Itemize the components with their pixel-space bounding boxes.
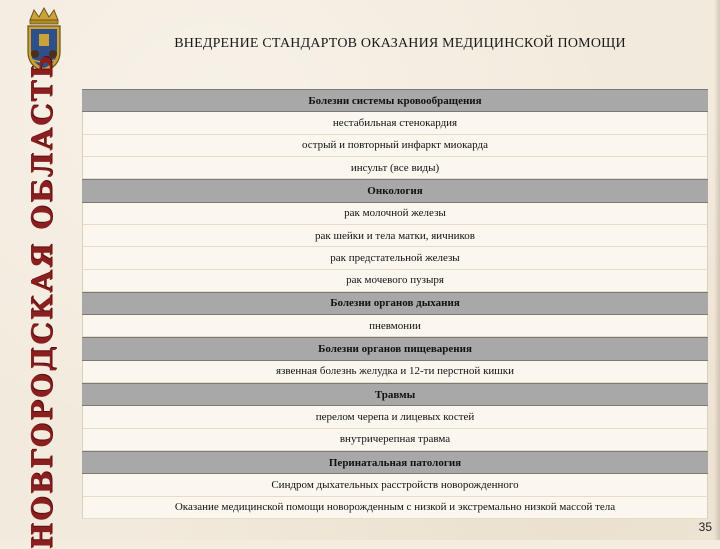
slide-title: ВНЕДРЕНИЕ СТАНДАРТОВ ОКАЗАНИЯ МЕДИЦИНСКОЙ ПОМОЩИ — [174, 36, 626, 51]
item-row: пневмонии — [82, 315, 708, 337]
standards-table — [82, 89, 708, 519]
page-number: 35 — [698, 520, 712, 534]
item-row: язвенная болезнь желудка и 12-ти перстной кишки — [82, 361, 708, 383]
item-row: перелом черепа и лицевых костей — [82, 406, 708, 428]
item-row: инсульт (все виды) — [82, 157, 708, 179]
item-row: рак молочной железы — [82, 203, 708, 225]
item-row: рак мочевого пузыря — [82, 270, 708, 292]
item-row: Оказание медицинской помощи новорожденным с низкой и экстремально низкой массой тела — [82, 497, 708, 519]
item-row: Синдром дыхательных расстройств новорожденного — [82, 474, 708, 496]
item-row: рак шейки и тела матки, яичников — [82, 225, 708, 247]
region-band — [18, 53, 66, 549]
category-row: Онкология — [82, 179, 708, 202]
item-row: нестабильная стенокардия — [82, 112, 708, 134]
category-row: Перинатальная патология — [82, 451, 708, 474]
page-edge-shadow — [714, 0, 720, 540]
category-row: Болезни органов пищеварения — [82, 337, 708, 360]
category-row: Травмы — [82, 383, 708, 406]
item-row: острый и повторный инфаркт миокарда — [82, 135, 708, 157]
item-row: внутричерепная травма — [82, 429, 708, 451]
category-row: Болезни системы кровообращения — [82, 89, 708, 112]
region-label: НОВГОРОДСКАЯ ОБЛАСТЬ — [25, 53, 59, 549]
category-row: Болезни органов дыхания — [82, 292, 708, 315]
item-row: рак предстательной железы — [82, 247, 708, 269]
